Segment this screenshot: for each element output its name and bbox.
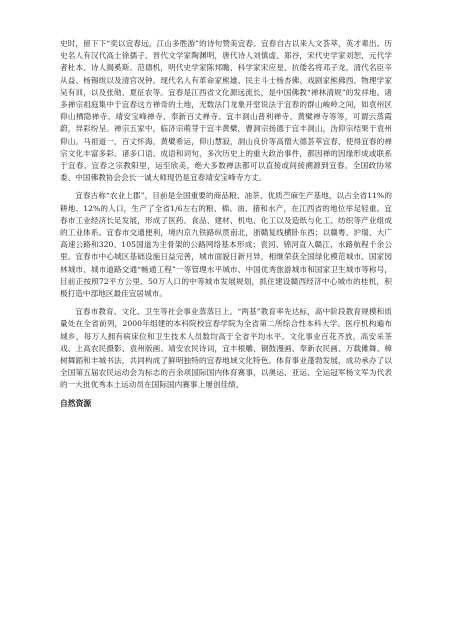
paragraph-education-culture: 宜春市教育、文化、卫生等社会事业蒸蒸日上。“两基”教育率先达标，高中阶段教育规模和质量处在全省前列，2000年组建的本科院校宜春学院为全省第二所综合性本科大学。医疗机构遍布城乡，每万人拥有病床位和卫生技术人员数均高于全省平均水平。文化事业百花齐放，高安采茶戏、上高农民摄影、袁州版画、靖安农民诗词，宜丰根雕、铜鼓漫画、奉新农民画、万载傩舞、樟树舞蹈和丰城书法，共同构成了鲜明独特的宜春地域文化特色。体育事业蓬勃发展，成功承办了以全国第五届农民运动会为标志的百余项国际国内体育赛事，以奥运、亚运、全运冠军杨文军为代表的一大批优秀本土运动员在国际国内赛事上屡创佳绩。 <box>60 307 392 390</box>
section-heading: 自然资源 <box>60 398 92 408</box>
document-page <box>60 38 392 410</box>
paragraph-economy: 宜春古称“农业上郡”，目前是全国重要的商品粮、油茶、优质苎麻生产基地，以占全省11%的耕地、12%的人口，生产了全省1/6左右的粮、棉、油、猪和水产，在江西省的地位举足轻重。宜春市工业经济长足发展，形成了医药、食品、建材、机电、化工以及造纸与化工、纺织等产业组成的工业体系。宜春市交通便利，境内京九铁路纵贯南北，浙赣复线横卧东西；以赣粤、沪瑞、大广高速公路和320、105国道为主骨架的公路网络基本形成；袁河、锦河直入赣江，水路航程千余公里。宜春市中心城区基础设施日益完善，城市面貌日新月异，相继荣获全国绿化模范城市、国家园林城市、城市道路交通“畅通工程”一等管理水平城市、中国优秀旅游城市和国家卫生城市等称号，目前正按照72平方公里、50万人口的中等城市发展规划，抓住建设赣西经济中心城市的桂机，积极打造中部地区最佳宜居城市。 <box>60 191 392 299</box>
paragraph-history: 史时，留下下“奕以宜春远，江山多胜游”的诗句赞美宜春。宜春自古以来人文荟萃，英才辈出。历史名人有汉代高士徐孺子、晋代文学家陶渊明，唐代诗人刘慎虚、郑谷，宋代史学家刘恕，元代学者杜本、诗人揭奚斯、范德机，明代史学家陈邦瞻、科学家宋应星、抗倭名将邓子龙，清代名臣辛从益、杨锡绂以及清官况钟。现代名人有革命家熊雄、民主斗士杨杏佛、戏剧家熊佛西、物理学家吴有训，以及张勋、夏征农等。宜春是江西省文化源远流长，是中国佛教“禅林清规”的发祥地。诸多禅宗祖庭集中于宜春这方禅奇的土地，无数法门龙象开堂说法于宜春的群山峻岭之间，如袁州区仰山栖隐禅寺、靖安宝峰禅寺、奉新百丈禅寺、宜丰洞山普利禅寺、黄檗禅寺等等，可谓云蒸霞蔚，异彩纷呈。禅宗五家中，临济宗萌芽于宜丰黄檗，曹洞宗扬德于宜丰洞山，沩仰宗结果于袁州仰山。马祖道一，百丈怀海，黄檗希运，仰山慧寂，洞山良价等高僧大德荟萃宜春，使得宜春的禅宗文化丰富多彩。诸多口语、成语和词句，多次历史上的重大政治事件，都因禅的因缘形成或联系于宜春。宜春之宗教阳里，运至欣美，绝大多数禅法都可以直接或间接溯源到宜春。全国政协常委、中国佛教协会会长一诚大师现仍是宜春靖安宝峰寺方丈。 <box>60 39 392 183</box>
